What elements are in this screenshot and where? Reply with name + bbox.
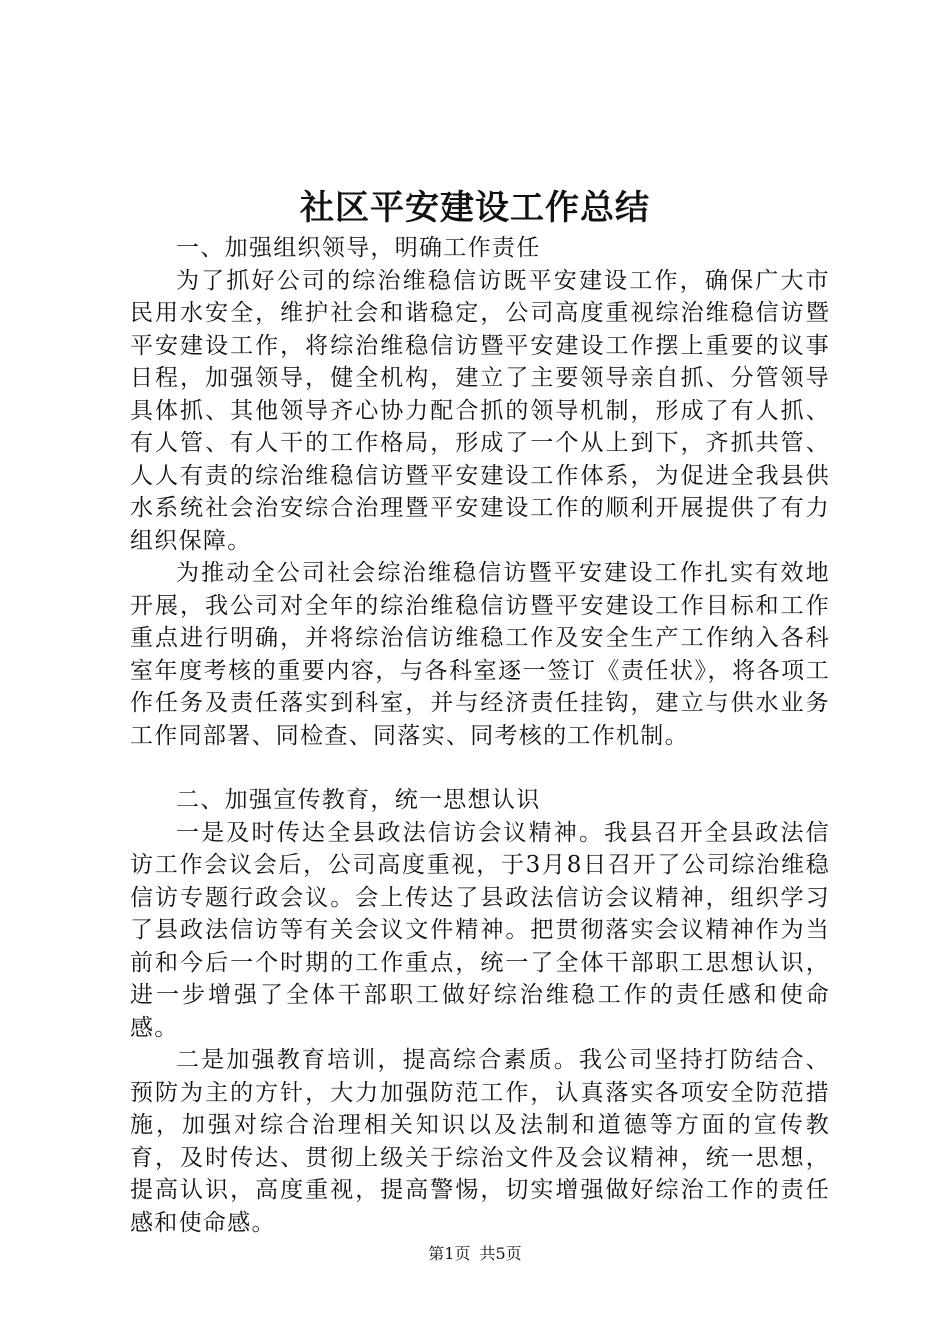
section-1-paragraph-1: 为了抓好公司的综治维稳信访既平安建设工作，确保广大市民用水安全，维护社会和谐稳定，公司高度重视综治维稳信访暨平安建设工作，将综治维稳信访暨平安建设工作摆上重要的议事日程，加强领导，健全机构，建立了主要领导亲自抓、分管领导具体抓、其他领导齐心协力配合抓的领导机制，形成了有人抓、有人管、有人干的工作格局，形成了一个从上到下，齐抓共管、人人有责的综治维稳信访暨平安建设工作体系，为促进全我县供水系统社会治安综合治理暨平安建设工作的顺利开展提供了有力组织保障。: [130, 267, 830, 554]
page-number: 第1页: [428, 1244, 471, 1263]
page-total: 共5页: [479, 1244, 522, 1263]
section-2-paragraph-1: 一是及时传达全县政法信访会议精神。我县召开全县政法信访工作会议会后，公司高度重视，于3月8日召开了公司综治维稳信访专题行政会议。会上传达了县政法信访会议精神，组织学习了县政法信访等有关会议文件精神。把贯彻落实会议精神作为当前和今后一个时期的工作重点，统一了全体干部职工思想认识，进一步增强了全体干部职工做好综治维稳工作的责任感和使命感。: [130, 819, 830, 1041]
page-footer: [0, 1243, 950, 1265]
section-1-paragraph-2: 为推动全公司社会综治维稳信访暨平安建设工作扎实有效地开展，我公司对全年的综治维稳信访暨平安建设工作目标和工作重点进行明确，并将综治信访维稳工作及安全生产工作纳入各科室年度考核的重要内容，与各科室逐一签订《责任状》，将各项工作任务及责任落实到科室，并与经济责任挂钩，建立与供水业务工作同部署、同检查、同落实、同考核的工作机制。: [130, 560, 830, 749]
document-body: [130, 232, 830, 1239]
document-title: 社区平安建设工作总结: [300, 188, 650, 228]
section-2-paragraph-2: 二是加强教育培训，提高综合素质。我公司坚持打防结合、预防为主的方针，大力加强防范工作，认真落实各项安全防范措施，加强对综合治理相关知识以及法制和道德等方面的宣传教育，及时传达、贯彻上级关于综治文件及会议精神，统一思想，提高认识，高度重视，提高警惕，切实增强做好综治工作的责任感和使命感。: [130, 1047, 830, 1236]
section-spacer: [130, 752, 830, 784]
section-heading-2: 二、加强宣传教育，统一思想认识: [176, 787, 541, 813]
section-heading-1: 一、加强组织领导，明确工作责任: [176, 235, 541, 261]
